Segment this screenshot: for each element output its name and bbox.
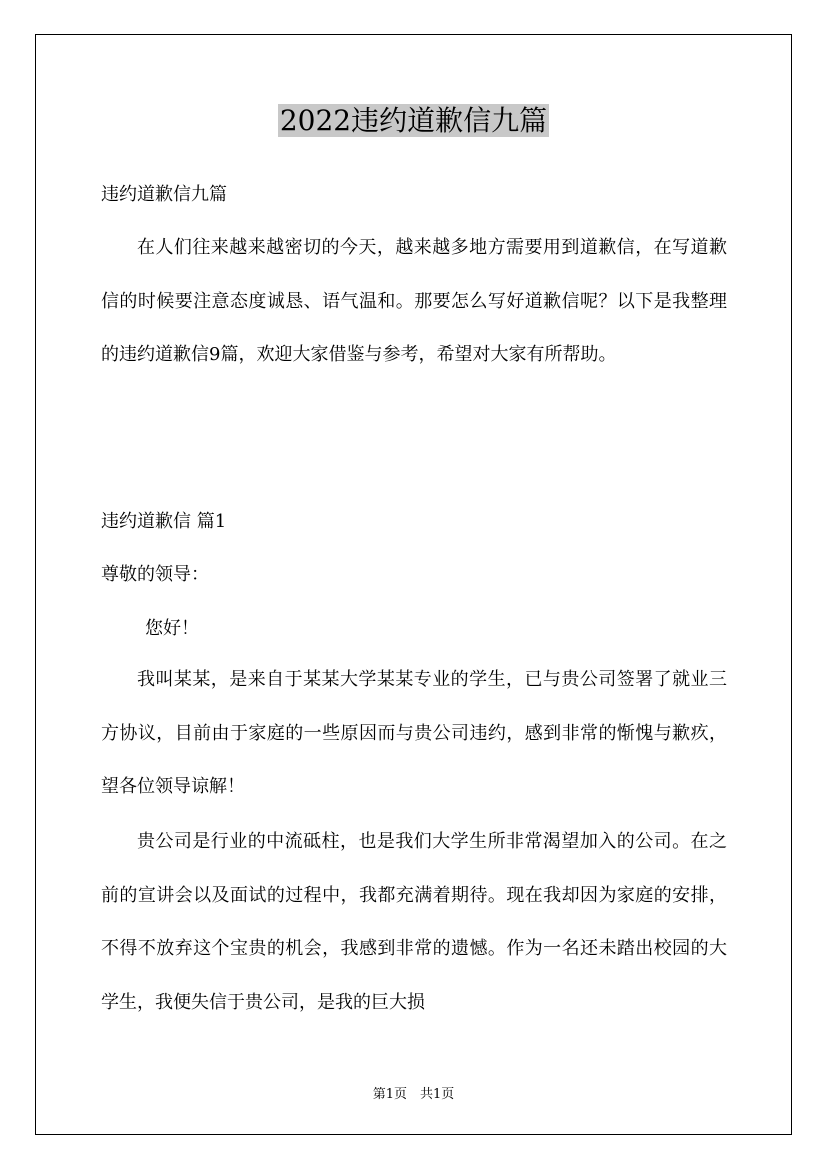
intro-paragraph: 在人们往来越来越密切的今天，越来越多地方需要用到道歉信，在写道歉信的时候要注意态度诚恳、语气温和。那要怎么写好道歉信呢？以下是我整理的违约道歉信9篇，欢迎大家借鉴与参考，希望对大家有所帮助。 [101, 237, 727, 365]
salutation: 尊敬的领导： [101, 564, 209, 585]
letter-paragraph-2: 贵公司是行业的中流砥柱，也是我们大学生所非常渴望加入的公司。在之前的宣讲会以及面试的过程中，我都充满着期待。现在我却因为家庭的安排，不得不放弃这个宝贵的机会，我感到非常的遗憾。作为一名还未踏出校园的大学生，我便失信于贵公司，是我的巨大损 [101, 831, 727, 1013]
document-title-text: 2022违约道歉信九篇 [279, 104, 548, 137]
document-title [0, 99, 827, 143]
document-subtitle: 违约道歉信九篇 [101, 184, 227, 205]
letter-paragraph-1: 我叫某某，是来自于某某大学某某专业的学生，已与贵公司签署了就业三方协议，目前由于家庭的一些原因而与贵公司违约，感到非常的惭愧与歉疚，望各位领导谅解！ [101, 669, 727, 797]
section-heading: 违约道歉信 篇1 [101, 511, 227, 532]
page-footer: 第1页 共1页 [372, 1087, 455, 1102]
greeting: 您好！ [145, 618, 199, 639]
